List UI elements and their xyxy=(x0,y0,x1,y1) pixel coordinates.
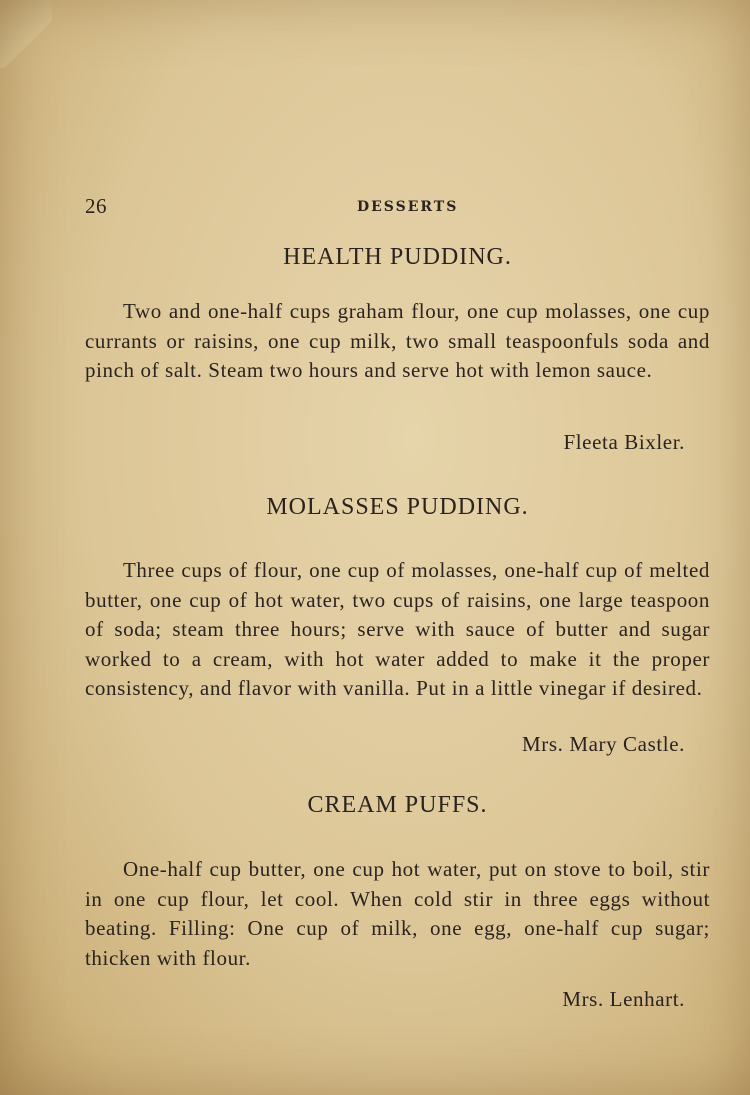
recipe-body-molasses-pudding xyxy=(85,556,710,704)
recipe-title-cream-puffs: CREAM PUFFS. xyxy=(307,792,488,818)
recipe-author-molasses-pudding: Mrs. Mary Castle. xyxy=(521,732,685,756)
recipe-author-health-pudding: Fleeta Bixler. xyxy=(563,430,685,454)
recipe-text: Two and one-half cups graham flour, one cup molasses, one cup currants or raisins, one cup milk, two small teaspoonfuls soda and pinch of salt. Steam two hours and serve hot with lemon sauce. xyxy=(85,299,710,382)
running-head: DESSERTS xyxy=(357,199,459,215)
recipe-author-cream-puffs: Mrs. Lenhart. xyxy=(562,987,685,1011)
recipe-title-molasses-pudding: MOLASSES PUDDING. xyxy=(266,494,529,520)
recipe-text: One-half cup butter, one cup hot water, put on stove to boil, stir in one cup flour, let cool. When cold stir in three eggs without beating. Filling: One cup of milk, one egg, one-half cup sugar; thicken with flour. xyxy=(85,857,710,970)
page-corner-fold xyxy=(0,0,52,68)
recipe-body-cream-puffs xyxy=(85,855,710,973)
page-header xyxy=(85,194,685,218)
recipe-body-health-pudding xyxy=(85,297,710,386)
recipe-text: Three cups of flour, one cup of molasses, one-half cup of melted butter, one cup of hot water, two cups of raisins, one large teaspoon of soda; steam three hours; serve with sauce of butter and sugar worked to a cream, with hot water added to make it the proper consistency, and flavor with vanilla. Put in a little vinegar if desired. xyxy=(85,558,710,700)
page-number: 26 xyxy=(85,194,107,218)
recipe-title-health-pudding: HEALTH PUDDING. xyxy=(283,244,512,270)
